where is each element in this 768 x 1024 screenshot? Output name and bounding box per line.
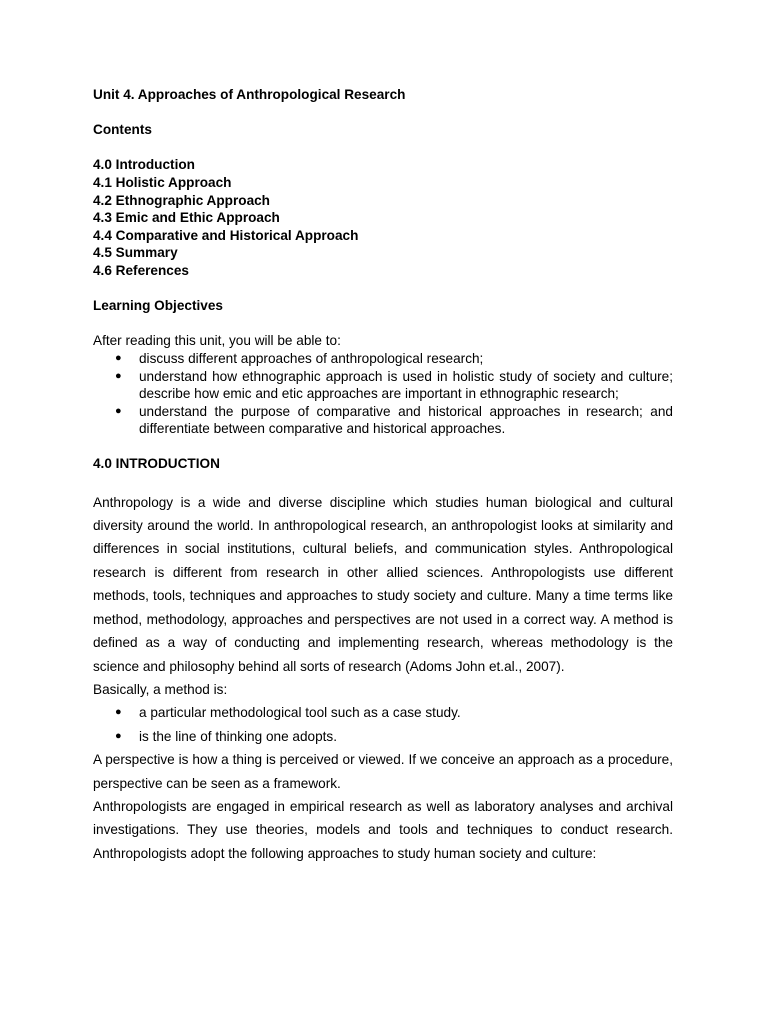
- contents-heading: Contents: [93, 122, 152, 138]
- contents-item: 4.6 References: [93, 262, 189, 278]
- contents-item: 4.1 Holistic Approach: [93, 174, 232, 190]
- objective-text: understand the purpose of comparative and historical approaches in research; and differentiate between comparative and historical approaches.: [139, 403, 673, 437]
- method-list: [93, 701, 673, 748]
- objectives-list: [93, 350, 673, 438]
- document-body: [93, 86, 673, 865]
- method-item: [93, 701, 673, 724]
- objective-item: [93, 350, 673, 368]
- objective-item: [93, 368, 673, 403]
- bullet-icon: ●: [115, 351, 122, 364]
- method-text: is the line of thinking one adopts.: [139, 728, 337, 744]
- contents-item: 4.2 Ethnographic Approach: [93, 192, 270, 208]
- method-text: a particular methodological tool such as a case study.: [139, 705, 461, 721]
- section-heading: 4.0 INTRODUCTION: [93, 456, 220, 472]
- method-intro: Basically, a method is:: [93, 681, 228, 697]
- intro-paragraph: Anthropology is a wide and diverse discipline which studies human biological and cultural diversity around the world. In anthropological research, an anthropologist looks at similarity and differences in social institutions, cultural beliefs, and communication styles. Anthropological research is different from research in other allied sciences. Anthropologists use different methods, tools, techniques and approaches to study society and culture. Many a time terms like method, methodology, approaches and perspectives are not used in a correct way. A method is defined as a way of conducting and implementing research, whereas methodology is the science and philosophy behind all sorts of research (Adoms John et.al., 2007).: [93, 494, 673, 674]
- method-item: [93, 725, 673, 748]
- bullet-icon: ●: [115, 369, 122, 382]
- contents-item: 4.3 Emic and Ethic Approach: [93, 210, 280, 226]
- contents-item: 4.0 Introduction: [93, 157, 195, 173]
- bullet-icon: ●: [115, 729, 122, 742]
- objectives-heading: Learning Objectives: [93, 298, 223, 314]
- objective-text: understand how ethnographic approach is used in holistic study of society and culture; describe how emic and etic approaches are important in ethnographic research;: [139, 368, 673, 402]
- unit-title: Unit 4. Approaches of Anthropological Research: [93, 87, 406, 102]
- contents-item: 4.5 Summary: [93, 245, 178, 261]
- contents-list: [93, 156, 673, 279]
- objective-item: [93, 403, 673, 438]
- objective-text: discuss different approaches of anthropological research;: [139, 350, 484, 366]
- objectives-intro: After reading this unit, you will be able to:: [93, 333, 341, 349]
- contents-item: 4.4 Comparative and Historical Approach: [93, 227, 359, 243]
- approaches-paragraph: Anthropologists are engaged in empirical research as well as laboratory analyses and archival investigations. They use theories, models and tools and techniques to conduct research. Anthropologists adopt the following approaches to study human society and culture:: [93, 798, 673, 861]
- perspective-paragraph: A perspective is how a thing is perceived or viewed. If we conceive an approach as a procedure, perspective can be seen as a framework.: [93, 752, 673, 791]
- bullet-icon: ●: [115, 706, 122, 719]
- bullet-icon: ●: [115, 404, 122, 417]
